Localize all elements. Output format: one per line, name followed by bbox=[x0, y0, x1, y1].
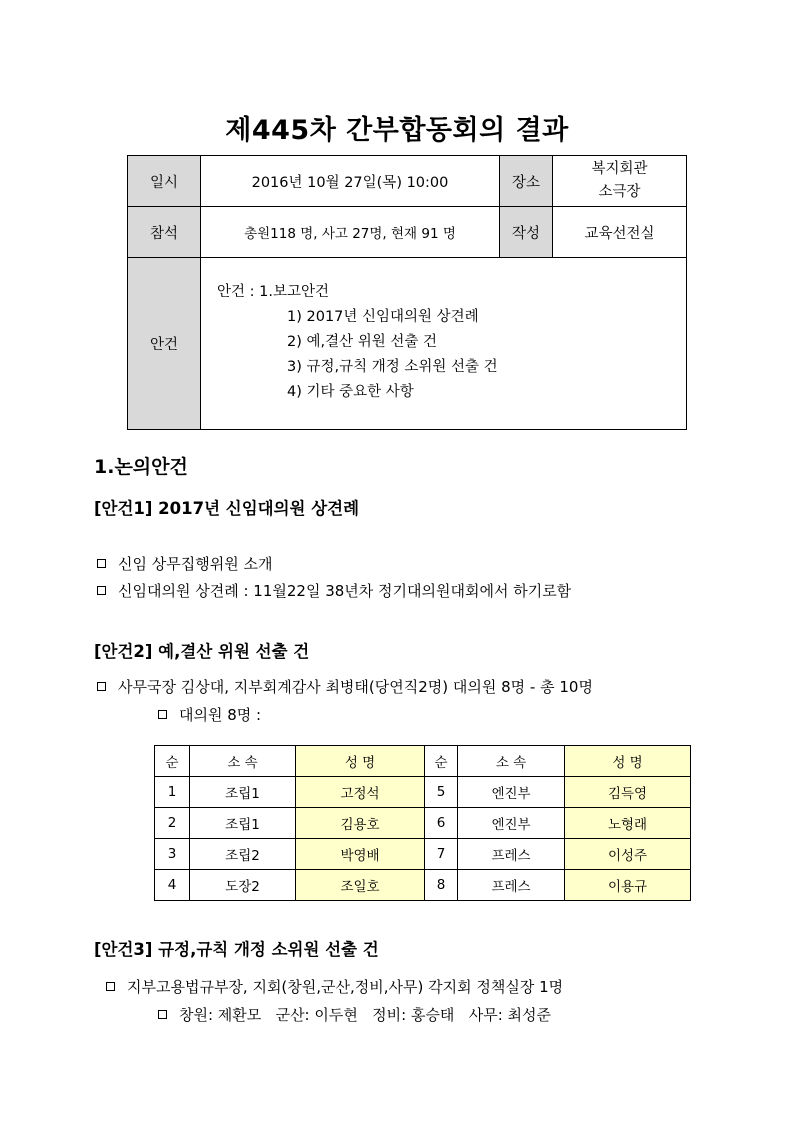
header-cell: 성 명 bbox=[565, 746, 691, 777]
committee-members-table bbox=[154, 745, 691, 901]
table-row bbox=[155, 839, 691, 870]
place-label: 장소 bbox=[500, 156, 553, 207]
table-cell: 김용호 bbox=[296, 808, 425, 839]
attend-label: 참석 bbox=[128, 207, 201, 258]
checkbox-icon bbox=[97, 586, 106, 595]
agenda-label: 안건 bbox=[128, 258, 201, 430]
item3-bullet: 지부고용법규부장, 지회(창원,군산,정비,사무) 각지회 정책실장 1명 bbox=[106, 976, 563, 997]
agenda-item: 3) 규정,규칙 개정 소위원 선출 건 bbox=[287, 359, 498, 375]
table-cell: 8 bbox=[425, 870, 458, 901]
item2-bullet: 사무국장 김상대, 지부회계감사 최병태(당연직2명) 대의원 8명 - 총 10명 bbox=[97, 676, 593, 697]
table-cell: 도장2 bbox=[190, 870, 296, 901]
table-cell: 2 bbox=[155, 808, 190, 839]
item3-heading: [안건3] 규정,규칙 개정 소위원 선출 건 bbox=[94, 940, 379, 959]
table-cell: 3 bbox=[155, 839, 190, 870]
table-row bbox=[155, 777, 691, 808]
table-cell: 박영배 bbox=[296, 839, 425, 870]
header-cell: 소 속 bbox=[190, 746, 296, 777]
table-cell: 5 bbox=[425, 777, 458, 808]
writer-label: 작성 bbox=[500, 207, 553, 258]
header-cell: 소 속 bbox=[458, 746, 565, 777]
table-row bbox=[155, 870, 691, 901]
checkbox-icon bbox=[158, 710, 167, 719]
section-heading: 1.논의안건 bbox=[94, 456, 188, 478]
checkbox-icon bbox=[97, 559, 106, 568]
table-cell: 7 bbox=[425, 839, 458, 870]
checkbox-icon bbox=[158, 1010, 167, 1019]
table-cell: 엔진부 bbox=[458, 808, 565, 839]
table-cell: 고정석 bbox=[296, 777, 425, 808]
table-cell: 조립2 bbox=[190, 839, 296, 870]
table-cell: 엔진부 bbox=[458, 777, 565, 808]
date-value: 2016년 10월 27일(목) 10:00 bbox=[201, 156, 500, 207]
meeting-info-table bbox=[127, 155, 687, 430]
header-cell: 순 bbox=[155, 746, 190, 777]
table-cell: 6 bbox=[425, 808, 458, 839]
table-cell: 조일호 bbox=[296, 870, 425, 901]
table-cell: 노형래 bbox=[565, 808, 691, 839]
header-cell: 성 명 bbox=[296, 746, 425, 777]
item1-heading: [안건1] 2017년 신임대의원 상견례 bbox=[94, 499, 360, 518]
writer-value: 교육선전실 bbox=[553, 207, 687, 258]
table-cell: 조립1 bbox=[190, 777, 296, 808]
item2-heading: [안건2] 예,결산 위원 선출 건 bbox=[94, 642, 310, 661]
table-cell: 이성주 bbox=[565, 839, 691, 870]
place-line2: 소극장 bbox=[598, 184, 641, 200]
table-cell: 프레스 bbox=[458, 839, 565, 870]
agenda-item: 1) 2017년 신임대의원 상견례 bbox=[287, 309, 479, 325]
item3-sub-bullet: 창원: 제환모 군산: 이두현 정비: 홍승태 사무: 최성준 bbox=[158, 1004, 551, 1025]
document-title: 제445차 간부합동회의 결과 bbox=[225, 115, 569, 146]
agenda-item: 4) 기타 중요한 사항 bbox=[287, 384, 414, 400]
table-cell: 조립1 bbox=[190, 808, 296, 839]
place-value bbox=[553, 156, 687, 207]
item1-bullet-1: 신임 상무집행위원 소개 bbox=[97, 553, 272, 574]
agenda-item: 2) 예,결산 위원 선출 건 bbox=[287, 334, 437, 350]
table-row bbox=[155, 808, 691, 839]
table-cell: 이용규 bbox=[565, 870, 691, 901]
place-line1: 복지회관 bbox=[591, 161, 648, 177]
date-label: 일시 bbox=[128, 156, 201, 207]
table-cell: 김득영 bbox=[565, 777, 691, 808]
item2-sub-bullet: 대의원 8명 : bbox=[158, 704, 261, 725]
agenda-intro: 안건 : 1.보고안건 bbox=[217, 284, 329, 300]
agenda-content bbox=[201, 258, 687, 430]
table-cell: 1 bbox=[155, 777, 190, 808]
checkbox-icon bbox=[97, 682, 106, 691]
table-cell: 4 bbox=[155, 870, 190, 901]
item1-bullet-2: 신임대의원 상견례 : 11월22일 38년차 정기대의원대회에서 하기로함 bbox=[97, 580, 571, 601]
attend-value: 총원118 명, 사고 27명, 현재 91 명 bbox=[201, 207, 500, 258]
header-cell: 순 bbox=[425, 746, 458, 777]
checkbox-icon bbox=[106, 982, 115, 991]
table-cell: 프레스 bbox=[458, 870, 565, 901]
